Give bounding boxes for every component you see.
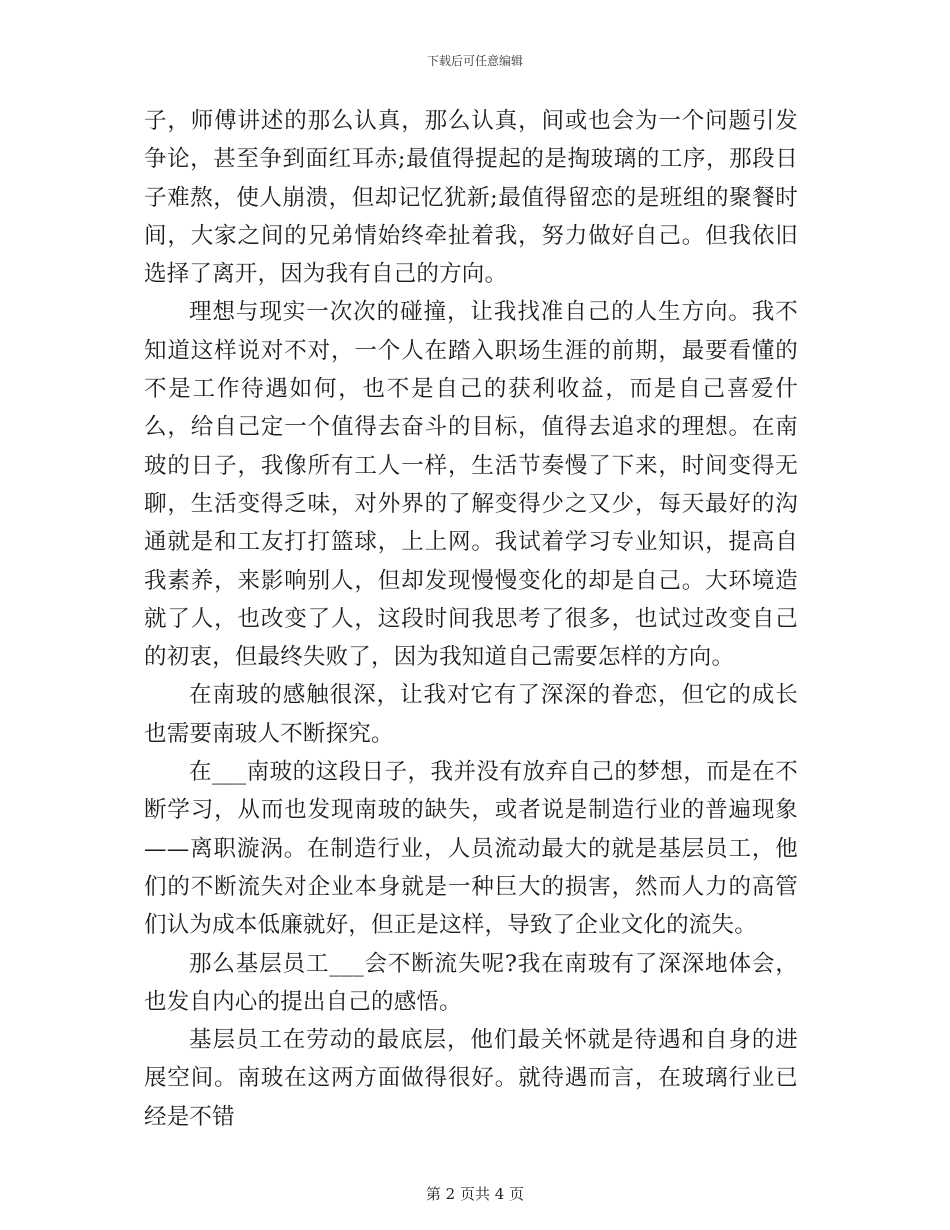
document-body [144,102,798,1136]
paragraph: 基层员工在劳动的最底层，他们最关怀就是待遇和自身的进展空间。南玻在这两方面做得很好。就待遇而言，在玻璃行业已经是不错 [144,1027,798,1130]
paragraph: 理想与现实一次次的碰撞，让我找准自己的人生方向。我不知道这样说对不对，一个人在踏入职场生涯的前期，最要看懂的不是工作待遇如何，也不是自己的获利收益，而是自己喜爱什么，给自己定一个值得去奋斗的目标，值得去追求的理想。在南玻的日子，我像所有工人一样，生活节奏慢了下来，时间变得无聊，生活变得乏味，对外界的了解变得少之又少，每天最好的沟通就是和工友打打篮球，上上网。我试着学习专业知识，提高自我素养，来影响别人，但却发现慢慢变化的却是自己。大环境造就了人，也改变了人，这段时间我思考了很多，也试过改变自己的初衷，但最终失败了，因为我知道自己需要怎样的方向。 [144,299,798,671]
paragraph: 在___南玻的这段日子，我并没有放弃自己的梦想，而是在不断学习，从而也发现南玻的缺失，或者说是制造行业的普遍现象——离职漩涡。在制造行业，人员流动最大的就是基层员工，他们的不断流失对企业本身就是一种巨大的损害，然而人力的高管们认为成本低廉就好，但正是这样，导致了企业文化的流失。 [144,759,798,939]
page-footer: 第 2 页共 4 页 [425,1185,525,1203]
paragraph-continued: 子，师傅讲述的那么认真，那么认真，间或也会为一个问题引发争论，甚至争到面红耳赤;最值得提起的是掏玻璃的工序，那段日子难熬，使人崩溃，但却记忆犹新;最值得留恋的是班组的聚餐时间，大家之间的兄弟情始终牵扯着我，努力做好自己。但我依旧选择了离开，因为我有自己的方向。 [144,108,798,288]
paragraph: 在南玻的感触很深，让我对它有了深深的眷恋，但它的成长也需要南玻人不断探究。 [144,682,798,747]
page-header: 下载后可任意编辑 [426,54,523,68]
paragraph: 那么基层员工___会不断流失呢?我在南玻有了深深地体会，也发自内心的提出自己的感悟。 [144,950,798,1015]
